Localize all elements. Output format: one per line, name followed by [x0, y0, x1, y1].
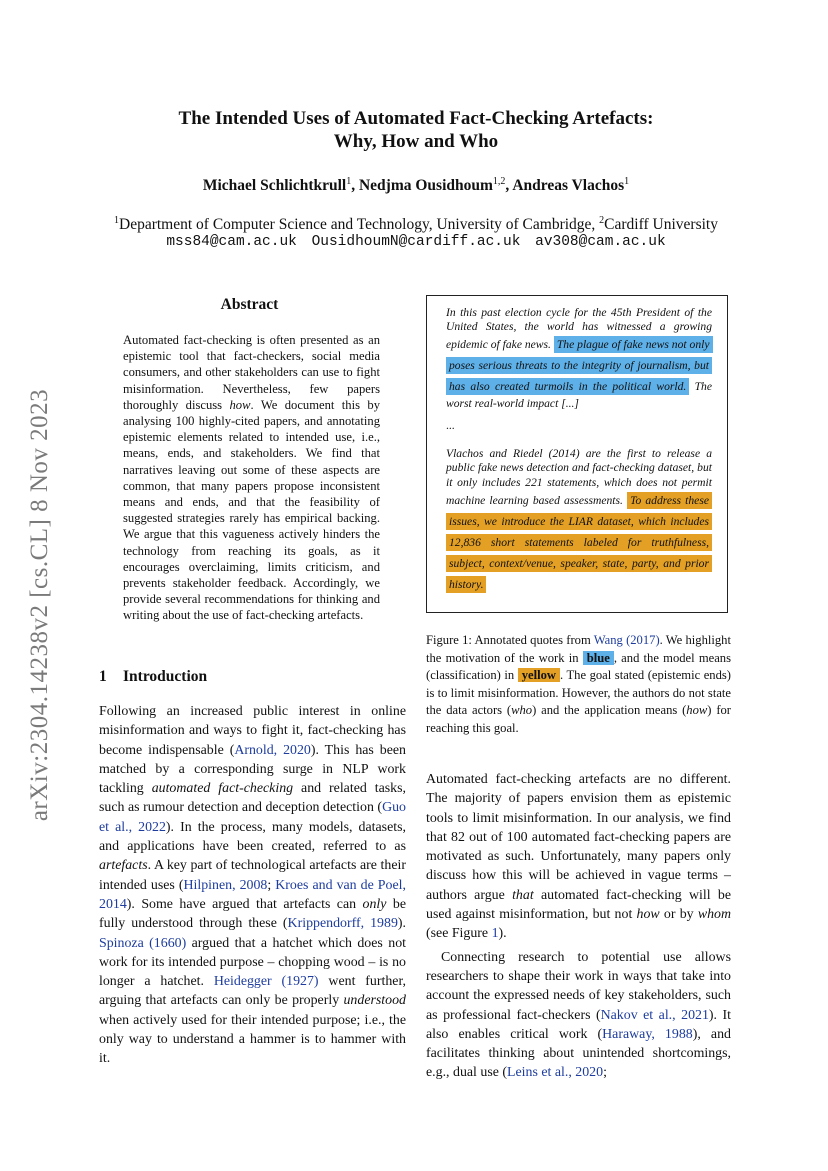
body-text: when actively used for their intended purpose; i.e., the only way to understand a hammer is to hammer with it. — [99, 1012, 406, 1067]
affiliation-mark: 1 — [114, 215, 120, 226]
intro-right-column — [426, 770, 731, 1083]
quote-2 — [446, 447, 712, 594]
caption-text: . The goal stated (epistemic ends) is to limit misinformation. However, the authors do not state the data actors ( — [426, 668, 731, 717]
affiliations — [40, 215, 792, 234]
citation-link[interactable]: Nakov et al., 2021 — [600, 1007, 709, 1023]
body-emphasis: artefacts — [99, 858, 148, 874]
email-address[interactable]: mss84@cam.ac.uk — [166, 234, 297, 250]
yellow-legend-chip: yellow — [518, 668, 560, 682]
paper-title — [100, 107, 732, 153]
abstract-heading: Abstract — [220, 296, 279, 313]
intro-paragraph-3 — [426, 948, 731, 1083]
body-emphasis: only — [362, 896, 387, 912]
body-emphasis: whom — [697, 907, 731, 923]
author-list: Michael Schlichtkrull$^1$, Nedjma Ousidhoum$^{1,2}$, Andreas Vlachos$^1$ — [202, 176, 630, 195]
body-text: . A key part of technological artefacts are their intended uses ( — [99, 858, 406, 893]
body-emphasis: how — [636, 907, 660, 923]
blue-legend-chip: blue — [583, 651, 614, 665]
body-text: ). Some have argued that artefacts can — [126, 896, 363, 912]
arxiv-stamp-text: arXiv:2304.14238v2 [cs.CL] 8 Nov 2023 — [26, 388, 53, 822]
body-text: ). This has been matched by a corresponding surge in NLP work tackling — [99, 742, 407, 797]
citation-link[interactable]: Arnold, 2020 — [234, 742, 311, 758]
body-text: went further, arguing that artefacts can only be properly — [99, 974, 406, 1009]
body-text: Automated fact-checking artefacts are no different. The majority of papers envision them as epistemic tools to limit misinformation. In our analysis, we find that 82 out of 100 automated fact-checking papers are motivated as such. Unfortunately, many papers only discuss how this will be achieved in vague terms – authors argue — [426, 772, 731, 903]
citation-link[interactable]: Haraway, 1988 — [602, 1026, 693, 1042]
title-line-1: The Intended Uses of Automated Fact-Checking Artefacts: — [178, 108, 654, 129]
body-text: and related tasks, such as rumour detection and deception detection ( — [99, 781, 407, 816]
body-text: argued that a hatchet which does not work for its intended purpose – chopping wood – is no longer a hatchet. — [99, 935, 406, 990]
body-text: Following an increased public interest in online misinformation and ways to fight it, fact-checking has become indispensable ( — [99, 704, 406, 758]
body-text: Connecting research to potential use allows researchers to shape their work in ways that take into account the expressed needs of key stakeholders, such as professional fact-checkers ( — [426, 949, 731, 1023]
email-address[interactable]: av308@cam.ac.uk — [535, 234, 666, 250]
citation-link[interactable]: Leins et al., 2020 — [507, 1065, 604, 1081]
section-number: 1 — [99, 668, 107, 685]
body-text: be fully understood through these ( — [99, 896, 406, 932]
body-text: automated fact-checking will be used against misinformation, but not — [426, 887, 732, 923]
body-text: ). — [498, 926, 507, 942]
figure-1-caption — [426, 632, 731, 737]
citation-link[interactable]: Spinoza (1660) — [99, 935, 187, 951]
caption-emphasis: who — [511, 703, 533, 717]
caption-text: . We highlight the motivation of the work in — [426, 633, 731, 665]
section-heading — [99, 668, 207, 686]
motivation-highlight: The plague of fake news not only poses serious threats to the integrity of journalism, but has also created turmoils in the political world. — [446, 336, 713, 395]
author-emails — [60, 234, 772, 250]
title-line-2: Why, How and Who — [333, 131, 499, 152]
affiliation-org: Cardiff University — [604, 216, 718, 234]
body-text: ). It also enables critical work ( — [426, 1007, 731, 1042]
quote-text: The worst real-world impact [...] — [446, 380, 712, 411]
author-affiliation-mark: 1 — [624, 176, 630, 187]
quote-ellipsis: ... — [446, 419, 455, 433]
caption-text: , and the model means (classification) in — [426, 650, 731, 682]
body-emphasis: that — [512, 887, 534, 903]
author-name: Andreas Vlachos — [512, 177, 625, 195]
caption-emphasis: how — [686, 703, 708, 717]
body-text: (see Figure — [426, 926, 492, 942]
affiliation-mark: 2 — [599, 215, 605, 226]
intro-paragraph-1 — [99, 702, 406, 1069]
citation-link[interactable]: Guo et al., 2022 — [99, 800, 406, 835]
citation-link[interactable]: Krippendorff, 1989 — [287, 916, 398, 932]
abstract-text: Automated fact-checking is often presented as an epistemic tool that fact-checkers, social media consumers, and other stakeholders can use to fight misinformation. Nevertheless, few papers thoroughly discuss — [123, 333, 380, 412]
abstract-body — [123, 332, 380, 624]
means-highlight: To address these issues, we introduce the LIAR dataset, which includes 12,836 short statements labeled for truthfulness, subject, context/venue, speaker, state, party, and prior history. — [446, 492, 712, 593]
quote-text: Vlachos and Riedel (2014) are the first to release a public fake news detection and fact-checking dataset, but it only includes 221 statements, which does not permit machine learning based assessments. — [446, 447, 712, 507]
body-text: ), and facilitates thinking about unintended shortcomings, e.g., dual use ( — [426, 1026, 731, 1081]
quote-text: In this past election cycle for the 45th President of the United States, the world has witnessed a growing epidemic of fake news. — [446, 306, 712, 352]
body-text: ). — [397, 916, 406, 932]
email-address[interactable]: OusidhoumN@cardiff.ac.uk — [311, 234, 521, 250]
author-affiliation-mark: 1 — [346, 176, 352, 187]
abstract-text: . We document this by analysing 100 highly-cited papers, and annotating epistemic elements related to intended use, i.e., means, ends, and stakeholders. We find that narratives leaving out some of these aspects are common, that many papers propose inconsistent means and ends, and that the feasibility of suggested strategies rarely has empirical backing. We argue that this vagueness actively hinders the technology from reaching its goals, as it encourages overclaiming, limits criticism, and prevents stakeholder feedback. Accordingly, we provide several recommendations for thinking and writing about the use of fact-checking artefacts. — [123, 397, 381, 623]
citation-link[interactable]: Wang (2017) — [593, 633, 660, 647]
caption-text: Figure 1: Annotated quotes from — [426, 633, 594, 647]
citation-link[interactable]: Kroes and van de Poel, 2014 — [99, 877, 406, 912]
figure-1-box — [426, 295, 728, 613]
citation-link[interactable]: Heidegger (1927) — [213, 974, 319, 990]
citation-link[interactable]: Hilpinen, 2008 — [183, 877, 268, 893]
section-title: Introduction — [123, 668, 208, 685]
body-text: or by — [659, 907, 698, 923]
quote-1 — [446, 306, 712, 411]
author-name: Nedjma Ousidhoum — [358, 177, 493, 195]
author-affiliation-mark: 1,2 — [492, 176, 506, 187]
intro-paragraph-2 — [426, 770, 731, 944]
caption-text: ) for reaching this goal. — [426, 703, 731, 735]
body-emphasis: understood — [343, 993, 406, 1009]
body-emphasis: automated fact-checking — [151, 781, 294, 797]
arxiv-identifier-stamp — [20, 365, 60, 845]
figure-quotes — [446, 306, 712, 595]
abstract-emphasis: how — [229, 397, 251, 412]
figure-reference-link[interactable]: 1 — [491, 926, 499, 942]
body-text: ). In the process, many models, datasets, and applications have been created, referred to as — [99, 819, 406, 855]
caption-text: ) and the application means ( — [532, 703, 687, 717]
body-text: ; — [603, 1065, 607, 1081]
affiliation-org: Department of Computer Science and Technology, University of Cambridge, — [119, 216, 600, 234]
author-name: Michael Schlichtkrull — [202, 177, 347, 195]
body-text: ; — [267, 877, 276, 893]
